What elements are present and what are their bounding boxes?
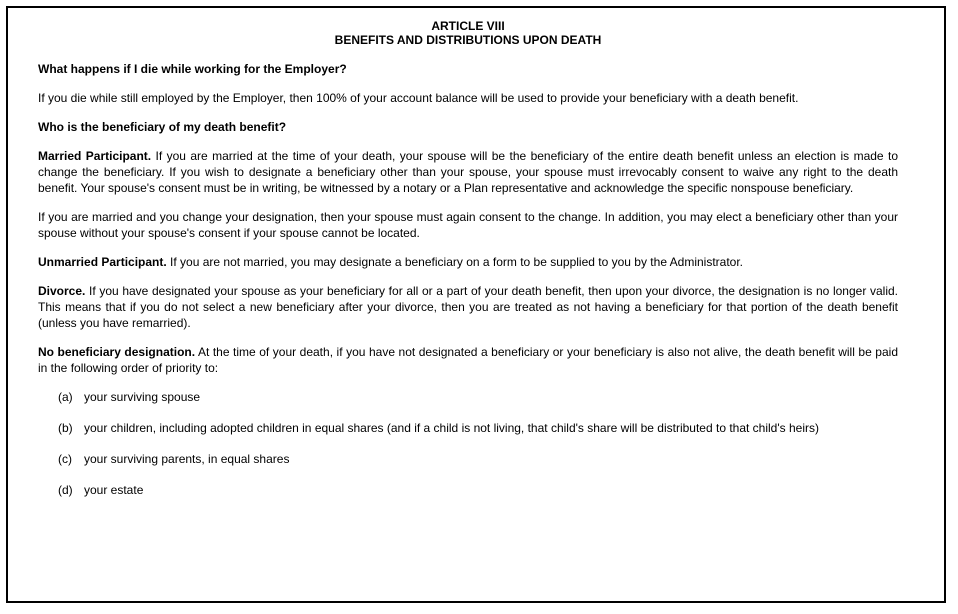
divorce-paragraph <box>38 283 898 331</box>
article-title: BENEFITS AND DISTRIBUTIONS UPON DEATH <box>334 33 602 47</box>
married-participant-text: If you are married at the time of your death, your spouse will be the beneficiary of the entire death benefit unless an election is made to change the beneficiary. If you wish to designate a beneficiary other than your spouse, your spouse must irrevocably consent to waive any right to the death benefit. Your spouse's consent must be in writing, be witnessed by a notary or a Plan representative and acknowledge the specific nonspouse beneficiary. <box>38 149 899 195</box>
document-content <box>38 19 898 513</box>
no-beneficiary-paragraph <box>38 344 898 376</box>
priority-list <box>38 389 898 498</box>
priority-marker: (d) <box>58 483 73 497</box>
married-participant-label: Married Participant. <box>38 149 152 163</box>
divorce-text: If you have designated your spouse as your beneficiary for all or a part of your death benefit, then upon your divorce, the designation is no longer valid. This means that if you do not select a new beneficiary after your divorce, then you are treated as not having a beneficiary for that portion of the death benefit (unless you have remarried). <box>38 284 898 330</box>
no-beneficiary-text: At the time of your death, if you have not designated a beneficiary or your beneficiary is also not alive, the death benefit will be paid in the following order of priority to: <box>38 345 898 375</box>
priority-text: your surviving spouse <box>84 390 201 404</box>
unmarried-participant-text: If you are not married, you may designate a beneficiary on a form to be supplied to you by the Administrator. <box>166 255 744 269</box>
answer-die-while-working: If you die while still employed by the Employer, then 100% of your account balance will be used to provide your beneficiary with a death benefit. <box>38 91 799 105</box>
unmarried-participant-label: Unmarried Participant. <box>38 255 167 269</box>
question-die-while-working: What happens if I die while working for the Employer? <box>38 62 347 76</box>
married-participant-paragraph <box>38 148 898 196</box>
priority-item-b <box>38 420 898 436</box>
priority-item-d <box>38 482 898 498</box>
priority-marker: (a) <box>58 390 73 404</box>
no-beneficiary-label: No beneficiary designation. <box>38 345 196 359</box>
priority-text: your surviving parents, in equal shares <box>84 452 290 466</box>
priority-marker: (c) <box>58 452 72 466</box>
priority-item-a <box>38 389 898 405</box>
unmarried-participant-paragraph <box>38 254 898 270</box>
priority-marker: (b) <box>58 421 73 435</box>
divorce-label: Divorce. <box>38 284 86 298</box>
article-number: ARTICLE VIII <box>431 19 505 33</box>
married-change-paragraph: If you are married and you change your designation, then your spouse must again consent to the change. In addition, you may elect a beneficiary other than your spouse without your spouse's consent if your spouse cannot be located. <box>38 210 898 240</box>
question-beneficiary: Who is the beneficiary of my death benefit? <box>38 120 287 134</box>
priority-item-c <box>38 451 898 467</box>
priority-text: your children, including adopted children in equal shares (and if a child is not living, that child's share will be distributed to that child's heirs) <box>84 421 819 435</box>
document-page <box>6 6 946 603</box>
priority-text: your estate <box>84 483 144 497</box>
